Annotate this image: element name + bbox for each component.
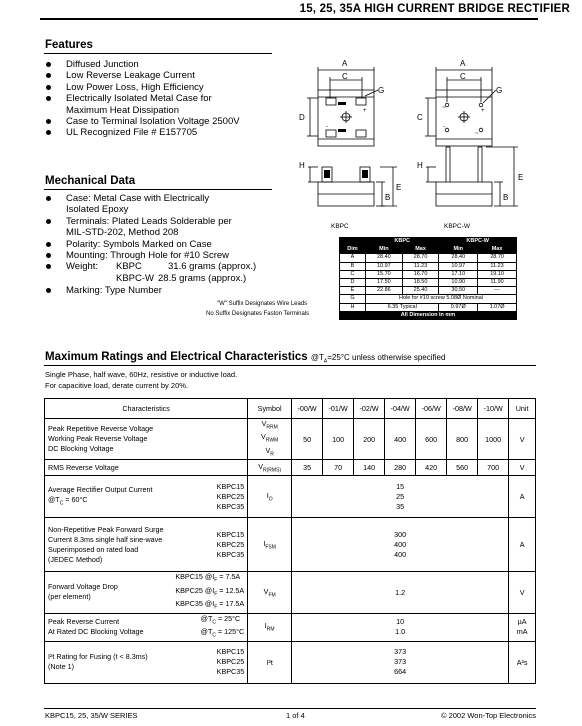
dim-footer: All Dimension in mm: [340, 311, 517, 319]
dim-col-min: Min: [439, 246, 478, 254]
dim-label: A: [342, 59, 348, 68]
features-list: [45, 59, 240, 139]
unit-cell: V: [509, 572, 536, 613]
table-row: [340, 254, 517, 262]
symbol-cell: $V_{R(RMS)}$: [248, 460, 292, 476]
minus-symbol: -: [443, 124, 445, 130]
symbol-cell: $V_{RRM}$ $V_{RWM}$ $V_R$: [248, 419, 292, 460]
dim-group-kbpcw: KBPC-W: [439, 238, 517, 246]
table-row: [45, 613, 536, 641]
dim-cell: 15.70: [366, 270, 403, 278]
dim-cell: 18.50: [402, 278, 439, 286]
table-row: [340, 278, 517, 286]
value-cell: 400: [385, 419, 416, 460]
dim-label: C: [417, 113, 423, 122]
mechanical-heading: Mechanical Data: [45, 175, 136, 187]
dim-label: D: [299, 113, 305, 122]
dim-cell: 11.23: [478, 262, 517, 270]
header-rule: [40, 18, 538, 20]
dim-label: G: [378, 86, 385, 95]
table-row: [45, 419, 536, 460]
feature-item: UL Recognized File # E157705: [45, 127, 240, 138]
value-cell: 70: [323, 460, 354, 476]
dim-col-max: Max: [478, 246, 517, 254]
feature-item: Low Power Loss, High Efficiency: [45, 82, 240, 93]
value-cell: 700: [478, 460, 509, 476]
value-cell: 10 1.0: [292, 613, 509, 641]
unit-cell: µA mA: [509, 613, 536, 641]
table-row: [340, 295, 517, 303]
table-row: [45, 572, 536, 613]
dim-cell: 1.07Ø: [478, 303, 517, 311]
dim-cell: 16.70: [402, 270, 439, 278]
dim-cell: A: [340, 254, 366, 262]
value-cell: 50: [292, 419, 323, 460]
dim-cell: G: [340, 295, 366, 303]
dim-col-dim: Dim: [340, 246, 366, 254]
ac-symbol: ~: [442, 105, 446, 111]
dim-cell: 28.70: [478, 254, 517, 262]
features-rule: [44, 53, 272, 54]
symbol-cell: $I_{FSM}$: [248, 518, 292, 572]
symbol-cell: $I_O$: [248, 476, 292, 518]
dim-cell: B: [340, 262, 366, 270]
dim-cell: 22.86: [366, 287, 403, 295]
value-cell: 1.2: [292, 572, 509, 613]
dim-cell: 0.97Ø: [439, 303, 478, 311]
col-voltage: -02/W: [354, 399, 385, 419]
value-cell: 560: [447, 460, 478, 476]
symbol-cell: $V_{FM}$: [248, 572, 292, 613]
char-cell: RMS Reverse Voltage: [45, 460, 248, 476]
feature-item: Diffused Junction: [45, 59, 240, 70]
dim-label: H: [417, 161, 423, 170]
feature-item: Low Reverse Leakage Current: [45, 70, 240, 81]
dim-label: C: [342, 72, 348, 81]
table-row: [340, 262, 517, 270]
ac-symbol: ~: [475, 131, 479, 137]
note-w-suffix: "W" Suffix Designates Wire Leads: [217, 301, 308, 307]
value-cell: 280: [385, 460, 416, 476]
footer-series: KBPC15, 25, 35/W SERIES: [45, 711, 138, 720]
dim-label: G: [496, 86, 503, 95]
dim-label: E: [396, 183, 402, 192]
dim-cell: H: [340, 303, 366, 311]
mech-weight: Weight: KBPC 31.6 grams (approx.) KBPC-W 28.5 grams (approx.): [45, 261, 256, 284]
value-cell: 100: [323, 419, 354, 460]
value-cell: 373 373 664: [292, 641, 509, 683]
mechanical-rule: [44, 189, 272, 190]
char-cell: Non-Repetitive Peak Forward Surge Current 8.3ms single half sine-wave Superimposed on rated load (JEDEC Method) KBPC15 KBPC25 KBPC35: [45, 518, 248, 572]
dim-cell: 10.97: [439, 262, 478, 270]
value-cell: 800: [447, 419, 478, 460]
mech-polarity: Polarity: Symbols Marked on Case: [45, 239, 256, 250]
dim-label: B: [385, 193, 391, 202]
dim-cell: 25.40: [402, 287, 439, 295]
dim-cell: 11.23: [402, 262, 439, 270]
char-cell: Peak Repetitive Reverse Voltage Working Peak Reverse Voltage DC Blocking Voltage: [45, 419, 248, 460]
footer-copyright: © 2002 Won-Top Electronics: [440, 711, 536, 720]
unit-cell: A²s: [509, 641, 536, 683]
dim-label: E: [518, 173, 524, 182]
dim-cell: 28.40: [366, 254, 403, 262]
features-heading: Features: [45, 39, 93, 51]
dim-col-max: Max: [402, 246, 439, 254]
dim-cell: ---: [478, 287, 517, 295]
kbpcw-caption: KBPC-W: [444, 223, 470, 230]
dim-cell: 28.40: [439, 254, 478, 262]
unit-cell: V: [509, 460, 536, 476]
table-row: [45, 460, 536, 476]
char-cell: Forward Voltage Drop (per element) KBPC15 $@I_F = 7.5A$ KBPC25 $@I_F = 12.5A$ KBPC35 $@I_F = 17.5A$: [45, 572, 248, 613]
value-cell: 35: [292, 460, 323, 476]
unit-cell: V: [509, 419, 536, 460]
mech-case: Case: Metal Case with Electrically Isolated Epoxy: [45, 193, 256, 216]
footer-rule: [44, 708, 536, 709]
ratings-rule: [44, 365, 536, 366]
dim-cell: 17.10: [439, 270, 478, 278]
note-no-suffix: No Suffix Designates Faston Terminals: [206, 311, 310, 317]
ratings-condition: $@T_A=25^\circ C$ unless otherwise specified: [310, 353, 446, 365]
table-row: [340, 303, 517, 311]
col-symbol: Symbol: [248, 399, 292, 419]
dim-label: A: [460, 59, 466, 68]
table-row: [340, 270, 517, 278]
dim-cell: C: [340, 270, 366, 278]
feature-item: Electrically Isolated Metal Case for Maximum Heat Dissipation: [45, 93, 240, 116]
table-row: [45, 641, 536, 683]
col-voltage: -00/W: [292, 399, 323, 419]
package-drawings: [290, 50, 540, 235]
mech-mounting: Mounting: Through Hole for #10 Screw: [45, 250, 256, 261]
value-cell: 140: [354, 460, 385, 476]
plus-symbol: +: [363, 108, 367, 114]
table-row: [45, 518, 536, 572]
value-cell: 600: [416, 419, 447, 460]
dim-group-kbpc: KBPC: [366, 238, 439, 246]
footer-page: 1 of 4: [286, 711, 305, 720]
dim-cell: 6.35 Typical: [366, 303, 439, 311]
col-characteristics: Characteristics: [45, 399, 248, 419]
value-cell: 420: [416, 460, 447, 476]
col-voltage: -01/W: [323, 399, 354, 419]
col-voltage: -08/W: [447, 399, 478, 419]
minus-symbol: -: [326, 124, 328, 130]
dim-cell: 30.50: [439, 287, 478, 295]
col-voltage: -10/W: [478, 399, 509, 419]
dim-cell: 10.90: [439, 278, 478, 286]
mechanical-list: [45, 193, 256, 297]
symbol-cell: I²t: [248, 641, 292, 683]
dim-col-min: Min: [366, 246, 403, 254]
dim-head-blank: [340, 238, 366, 246]
dim-label: C: [460, 72, 466, 81]
value-cell: 300 400 400: [292, 518, 509, 572]
dim-cell: 17.50: [366, 278, 403, 286]
unit-cell: A: [509, 476, 536, 518]
ratings-heading: Maximum Ratings and Electrical Characteristics $@T_A=25^\circ C$ unless otherwise specified: [45, 351, 446, 365]
ratings-table: [44, 398, 536, 684]
symbol-cell: $I_{RM}$: [248, 613, 292, 641]
dim-label: B: [503, 193, 509, 202]
dim-cell: Hole for #10 screw 5.08Ø Nominal: [366, 295, 517, 303]
char-cell: I²t Rating for Fusing (t < 8.3ms) (Note 1) KBPC15 KBPC25 KBPC35: [45, 641, 248, 683]
table-row: [340, 287, 517, 295]
unit-cell: A: [509, 518, 536, 572]
dim-cell: D: [340, 278, 366, 286]
value-cell: 15 25 35: [292, 476, 509, 518]
char-cell: Peak Reverse Current At Rated DC Blocking Voltage $@T_C = 25^\circ C$ $@T_C = 125^\circ C$: [45, 613, 248, 641]
dim-cell: E: [340, 287, 366, 295]
dim-label: H: [299, 161, 305, 170]
ratings-note: Single Phase, half wave, 60Hz, resistive or inductive load. For capacitive load, derate current by 20%.: [45, 370, 238, 390]
mech-marking: Marking: Type Number: [45, 285, 256, 296]
col-unit: Unit: [509, 399, 536, 419]
dim-cell: 10.97: [366, 262, 403, 270]
dim-cell: 28.70: [402, 254, 439, 262]
document-title: 15, 25, 35A HIGH CURRENT BRIDGE RECTIFIER: [299, 3, 570, 15]
table-row: [45, 476, 536, 518]
char-cell: Average Rectifier Output Current $@T_C = 60^\circ C$ KBPC15 KBPC25 KBPC35: [45, 476, 248, 518]
kbpc-caption: KBPC: [331, 223, 349, 230]
col-voltage: -04/W: [385, 399, 416, 419]
plus-symbol: +: [481, 108, 485, 114]
mech-terminals: Terminals: Plated Leads Solderable per MIL-STD-202, Method 208: [45, 216, 256, 239]
value-cell: 200: [354, 419, 385, 460]
value-cell: 1000: [478, 419, 509, 460]
dim-cell: 19.10: [478, 270, 517, 278]
col-voltage: -06/W: [416, 399, 447, 419]
dim-cell: 11.90: [478, 278, 517, 286]
dimension-table: [339, 237, 517, 320]
feature-item: Case to Terminal Isolation Voltage 2500V: [45, 116, 240, 127]
